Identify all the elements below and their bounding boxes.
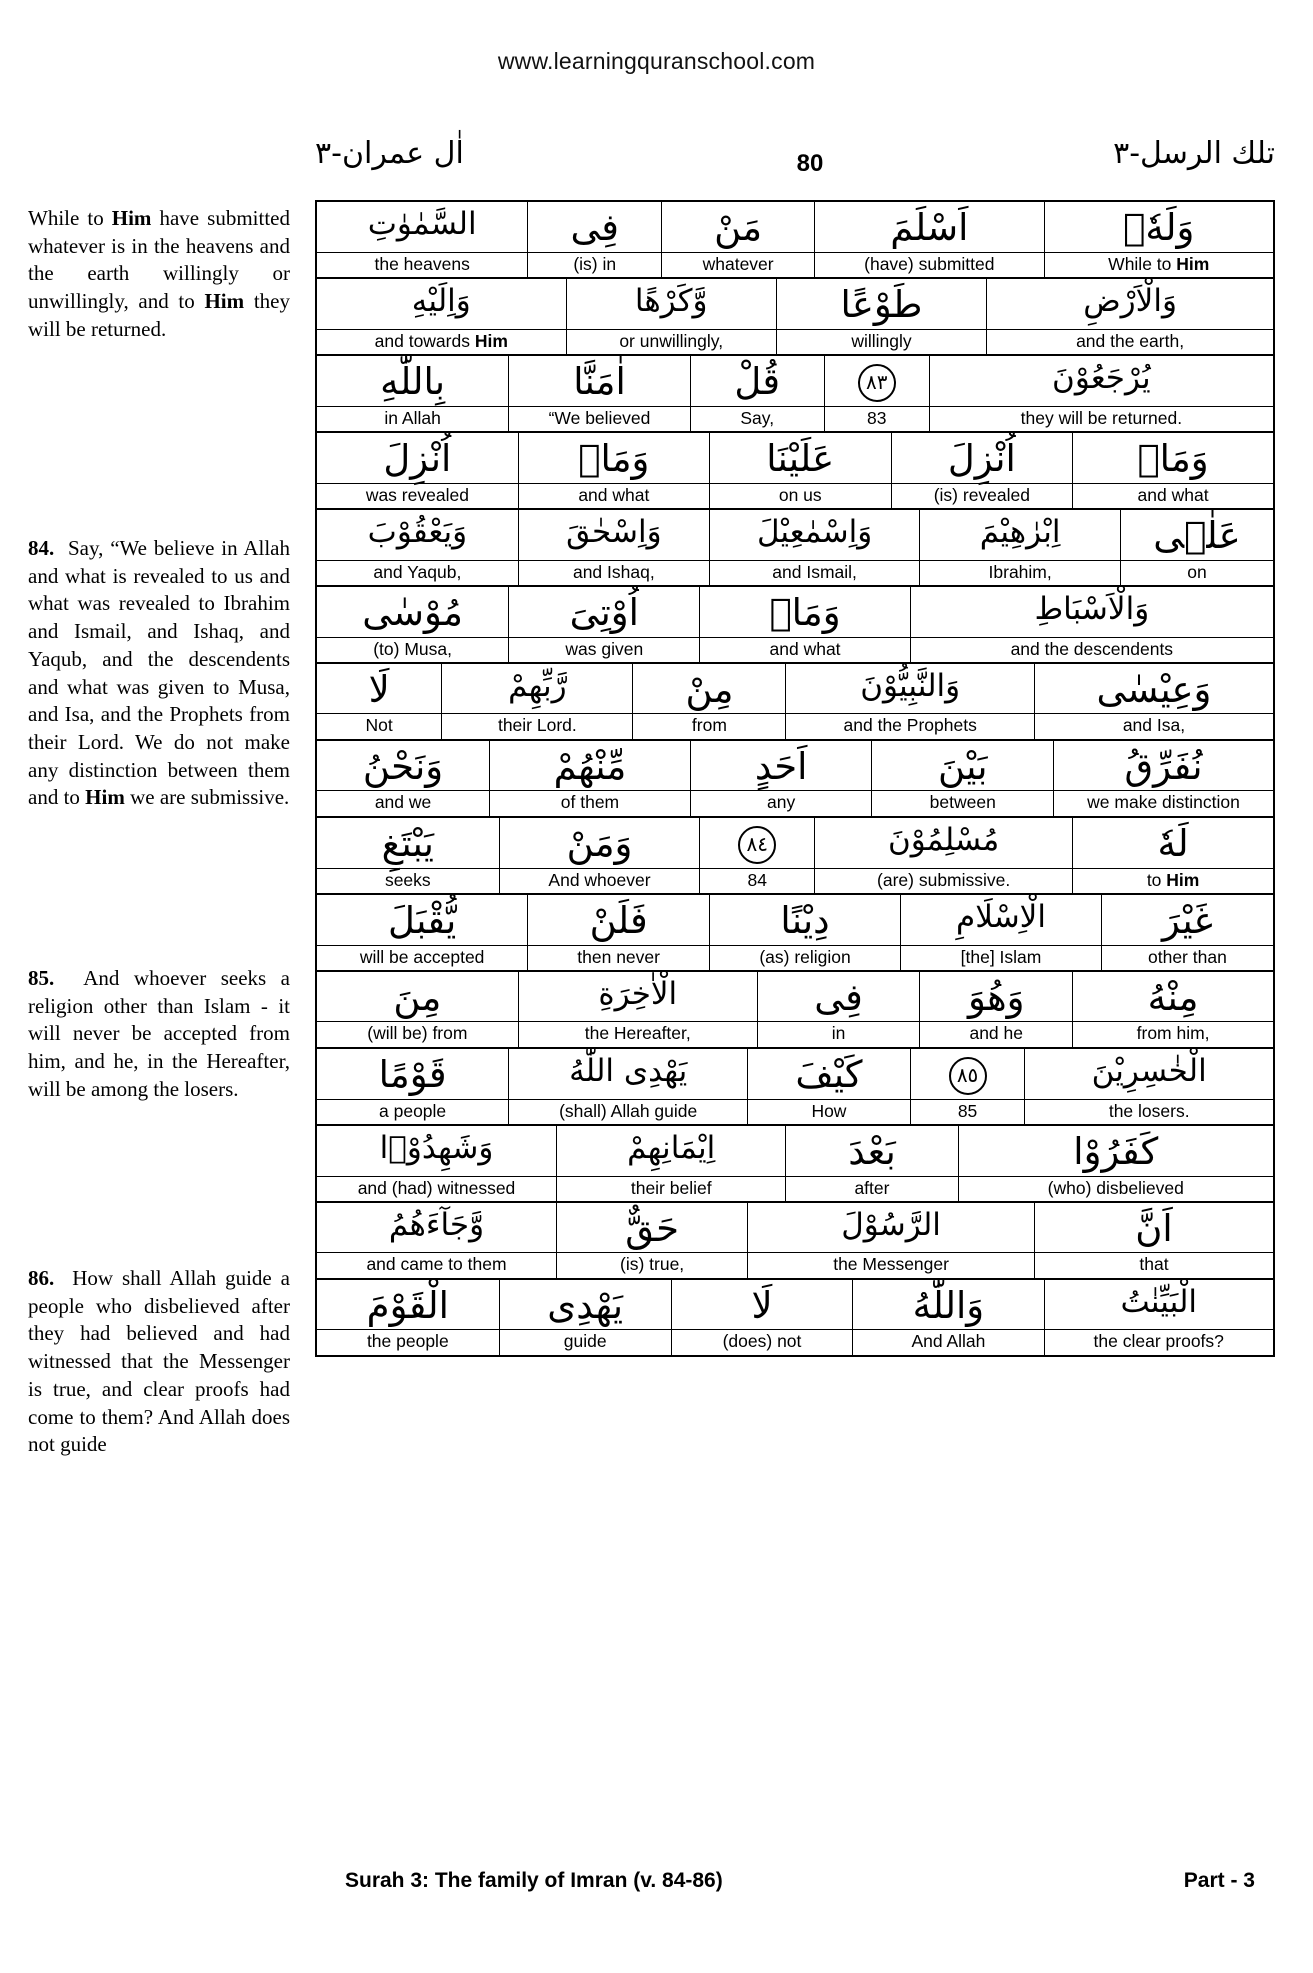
word-translation: from <box>633 713 785 738</box>
word-translation: And Allah <box>853 1329 1043 1354</box>
word-cell <box>661 202 814 277</box>
arabic-word: وَالْاَرْضِ <box>1083 282 1177 319</box>
word-row <box>317 356 1273 433</box>
arabic-word: لَا <box>368 667 390 711</box>
arabic-word: وَّجَآءَهُمُ <box>388 1206 485 1243</box>
word-cell <box>317 972 518 1047</box>
word-translation: to Him <box>1073 868 1273 893</box>
word-translation: and what <box>519 483 709 508</box>
arabic-word: بَعْدَ <box>848 1129 896 1173</box>
word-row <box>317 664 1273 741</box>
arabic-word: اُنْزِلَ <box>383 437 452 481</box>
word-cell <box>1101 895 1273 970</box>
word-cell <box>900 895 1101 970</box>
word-cell <box>518 972 757 1047</box>
word-cell <box>489 741 690 816</box>
part-info: Part - 3 <box>1183 1869 1255 1892</box>
word-cell <box>1044 1280 1273 1355</box>
word-translation: (is) in <box>528 252 661 277</box>
arabic-word: وَاللّٰهُ <box>912 1283 985 1327</box>
arabic-word: لَهٗ <box>1157 821 1189 865</box>
arabic-word: الْاِسْلَامِ <box>956 898 1046 935</box>
word-cell <box>824 356 929 431</box>
word-translation: and Yaqub, <box>317 560 518 585</box>
site-url: www.learningquranschool.com <box>497 48 816 74</box>
arabic-word: قُلْ <box>734 359 781 403</box>
word-cell <box>776 279 986 354</box>
word-row <box>317 433 1273 510</box>
arabic-word: الْاٰخِرَةِ <box>598 975 678 1012</box>
translation-block <box>28 1265 290 1459</box>
word-translation: How <box>748 1099 910 1124</box>
word-cell <box>632 664 785 739</box>
word-cell <box>699 818 814 893</box>
arabic-word: وَالْاَسْبَاطِ <box>1034 590 1150 627</box>
arabic-word: وَهُوَ <box>967 975 1025 1019</box>
word-translation: and the Prophets <box>786 713 1034 738</box>
word-cell <box>317 279 566 354</box>
arabic-word: كَفَرُوْا <box>1073 1129 1159 1173</box>
arabic-word: اٰمَنَّا <box>573 359 626 403</box>
page-number: 80 <box>796 150 824 177</box>
word-cell <box>1072 972 1273 1047</box>
arabic-word: يَهْدِى <box>547 1283 624 1327</box>
word-row <box>317 202 1273 279</box>
word-translation: after <box>786 1176 957 1201</box>
word-row <box>317 1049 1273 1126</box>
word-translation: and (had) witnessed <box>317 1176 556 1201</box>
arabic-word: فَلَنْ <box>589 898 648 942</box>
juz-name-arabic: تلك الرسل-٣ <box>1113 136 1275 171</box>
word-translation: Say, <box>691 406 824 431</box>
word-cell <box>317 741 489 816</box>
word-cell <box>317 895 527 970</box>
word-translation: and Ishaq, <box>519 560 709 585</box>
arabic-word: مِنْهُ <box>1147 975 1199 1019</box>
word-cell <box>317 1203 556 1278</box>
word-cell <box>508 1049 747 1124</box>
word-cell <box>690 741 872 816</box>
word-row <box>317 1203 1273 1280</box>
verse-number: 85. <box>28 966 55 990</box>
arabic-word: فِى <box>814 975 863 1019</box>
arabic-word: يُرْجَعُوْنَ <box>1052 359 1151 396</box>
word-cell <box>317 202 527 277</box>
word-translation: (is) revealed <box>892 483 1073 508</box>
word-cell <box>508 587 699 662</box>
word-cell <box>929 356 1273 431</box>
arabic-word: اِيْمَانِهِمْ <box>627 1129 716 1166</box>
word-translation: between <box>872 790 1053 815</box>
word-cell <box>785 1126 957 1201</box>
word-cell <box>671 1280 853 1355</box>
word-translation: Ibrahim, <box>920 560 1120 585</box>
word-cell <box>317 1049 508 1124</box>
word-translation: and Isa, <box>1035 713 1273 738</box>
word-cell <box>747 1203 1034 1278</box>
translation-block <box>28 205 290 344</box>
ayah-badge: ٨٤ <box>738 826 776 864</box>
word-cell <box>919 972 1072 1047</box>
word-cell <box>556 1126 785 1201</box>
word-row <box>317 1280 1273 1355</box>
word-translation: the Messenger <box>748 1252 1034 1277</box>
word-translation: was given <box>509 637 699 662</box>
word-translation: a people <box>317 1099 508 1124</box>
word-cell <box>499 818 700 893</box>
arabic-word: الرَّسُوْلَ <box>841 1206 941 1243</box>
word-translation: that <box>1035 1252 1273 1277</box>
word-cell <box>556 1203 747 1278</box>
translation-text: Say, “We believe in Allah and what is revealed to us and what was revealed to Ibrahim and Ismail, and Ishaq, and Yaqub, and the descendents and what was given to Musa, and Isa, and the Prophets from their Lord. We do not make any distinction between them and to Him we are submissive. <box>28 536 290 810</box>
word-translation: and the descendents <box>911 637 1273 662</box>
arabic-word: رَّبِّهِمْ <box>508 667 567 704</box>
word-cell <box>518 510 709 585</box>
arabic-word: مُوْسٰى <box>362 590 463 634</box>
word-translation: (shall) Allah guide <box>509 1099 747 1124</box>
word-translation: in Allah <box>317 406 508 431</box>
word-translation: their Lord. <box>442 713 632 738</box>
word-cell <box>317 510 518 585</box>
word-translation: any <box>691 790 872 815</box>
word-cell <box>690 356 824 431</box>
word-cell <box>518 433 709 508</box>
arabic-word: وَعِيْسٰى <box>1096 667 1212 711</box>
word-translation: the clear proofs? <box>1045 1329 1273 1354</box>
arabic-word: وَيَعْقُوْبَ <box>367 513 468 550</box>
arabic-word: الْقَوْمَ <box>366 1283 449 1327</box>
page-header <box>315 136 1275 186</box>
word-cell <box>1072 818 1273 893</box>
arabic-word: عَلَيْنَا <box>766 437 835 481</box>
arabic-word: مِنْ <box>685 667 734 711</box>
arabic-word: دِيْنًا <box>780 898 830 942</box>
word-cell <box>317 356 508 431</box>
arabic-word: غَيْرَ <box>1161 898 1213 942</box>
arabic-word: مُسْلِمُوْنَ <box>888 821 1000 858</box>
word-translation: other than <box>1102 945 1273 970</box>
arabic-word: نُفَرِّقُ <box>1124 744 1203 788</box>
word-cell <box>785 664 1034 739</box>
word-cell <box>508 356 690 431</box>
arabic-word: اُوْتِىَ <box>569 590 639 634</box>
word-cell <box>1120 510 1273 585</box>
surah-info: Surah 3: The family of Imran (v. 84-86) <box>345 1869 723 1892</box>
word-translation: and what <box>1073 483 1273 508</box>
arabic-word: وَاِلَيْهِ <box>411 282 471 319</box>
word-translation: (have) submitted <box>815 252 1043 277</box>
arabic-word: عَلٰۤى <box>1153 513 1241 557</box>
word-cell <box>317 433 518 508</box>
word-translation: or unwillingly, <box>567 329 776 354</box>
word-cell <box>527 895 709 970</box>
arabic-word: طَوْعًا <box>840 282 923 326</box>
word-row <box>317 510 1273 587</box>
arabic-word: اُنْزِلَ <box>947 437 1016 481</box>
word-cell <box>1072 433 1273 508</box>
word-cell <box>317 664 441 739</box>
arabic-word: مِنَ <box>393 975 442 1019</box>
word-translation: the heavens <box>317 252 527 277</box>
word-translation: and we <box>317 790 489 815</box>
word-cell <box>1034 1203 1273 1278</box>
word-translation: And whoever <box>500 868 700 893</box>
word-translation: and towards Him <box>317 329 566 354</box>
word-translation: they will be returned. <box>930 406 1273 431</box>
word-cell <box>891 433 1073 508</box>
ayah-number-arabic <box>911 1049 1025 1099</box>
arabic-word: بَيْنَ <box>937 744 988 788</box>
word-cell <box>910 1049 1025 1124</box>
arabic-word: وَاِسْحٰقَ <box>566 513 662 550</box>
word-cell <box>910 587 1273 662</box>
word-translation: seeks <box>317 868 499 893</box>
word-translation: and what <box>700 637 909 662</box>
arabic-word: فِى <box>570 206 619 249</box>
ayah-badge: ٨٣ <box>858 364 896 402</box>
word-row <box>317 1126 1273 1203</box>
ayah-number-label: 83 <box>825 406 929 431</box>
arabic-word: حَقٌّ <box>625 1206 679 1250</box>
surah-name-arabic: اٰل عمران-٣ <box>315 136 464 171</box>
page-footer <box>315 1869 1275 1893</box>
ayah-number-label: 85 <box>911 1099 1025 1124</box>
word-row <box>317 741 1273 818</box>
word-translation: the people <box>317 1329 499 1354</box>
word-translation: and he <box>920 1021 1072 1046</box>
word-translation: (as) religion <box>710 945 900 970</box>
word-translation: (to) Musa, <box>317 637 508 662</box>
arabic-word: يَبْتَغِ <box>381 821 434 865</box>
word-translation: in <box>758 1021 920 1046</box>
word-translation: (does) not <box>672 1329 853 1354</box>
word-translation: the losers. <box>1025 1099 1273 1124</box>
arabic-word: كَيْفَ <box>795 1052 863 1096</box>
translation-block <box>28 535 290 812</box>
word-translation: and Ismail, <box>710 560 919 585</box>
arabic-word: السَّمٰوٰتِ <box>367 206 477 242</box>
word-cell <box>986 279 1273 354</box>
arabic-word: وَمَاۤ <box>578 437 650 481</box>
word-cell <box>317 818 499 893</box>
word-translation: we make distinction <box>1054 790 1273 815</box>
word-translation: will be accepted <box>317 945 527 970</box>
word-translation: on <box>1121 560 1273 585</box>
arabic-word: الْخٰسِرِيْنَ <box>1091 1052 1207 1089</box>
word-cell <box>441 664 632 739</box>
word-translation: then never <box>528 945 709 970</box>
word-row <box>317 279 1273 356</box>
word-row <box>317 818 1273 895</box>
word-cell <box>566 279 776 354</box>
word-cell <box>871 741 1053 816</box>
arabic-word: اِبْرٰهِيْمَ <box>979 513 1061 550</box>
arabic-word: بِاللّٰهِ <box>380 359 446 403</box>
word-translation: (are) submissive. <box>815 868 1072 893</box>
word-translation: While to Him <box>1045 252 1273 277</box>
word-cell <box>499 1280 671 1355</box>
word-translation: “We believed <box>509 406 690 431</box>
arabic-word: اَحَدٍ <box>754 744 808 788</box>
word-row <box>317 587 1273 664</box>
arabic-word: وَمَاۤ <box>769 590 841 634</box>
word-cell <box>709 895 900 970</box>
arabic-word: وَلَهٗۤ <box>1123 206 1195 249</box>
word-translation: (who) disbelieved <box>959 1176 1273 1201</box>
arabic-word: مِّنْهُمْ <box>553 744 627 788</box>
arabic-word: يُّقْبَلَ <box>388 898 457 942</box>
arabic-word: وَالنَّبِيُّوْنَ <box>860 667 961 704</box>
word-cell <box>1024 1049 1273 1124</box>
word-cell <box>527 202 661 277</box>
word-cell <box>958 1126 1273 1201</box>
word-translation: was revealed <box>317 483 518 508</box>
arabic-word: وَاِسْمٰعِيْلَ <box>756 513 873 550</box>
word-translation: the Hereafter, <box>519 1021 757 1046</box>
arabic-word: وَشَهِدُوْۤا <box>379 1129 494 1166</box>
word-translation: their belief <box>557 1176 785 1201</box>
word-cell <box>919 510 1120 585</box>
word-by-word-grid <box>315 200 1275 1357</box>
word-cell <box>317 1126 556 1201</box>
arabic-word: اَسْلَمَ <box>890 206 969 249</box>
verse-number: 84. <box>28 536 55 560</box>
word-cell <box>1044 202 1273 277</box>
word-cell <box>1034 664 1273 739</box>
arabic-word: لَا <box>751 1283 773 1327</box>
translation-text: How shall Allah guide a people who disbelieved after they had believed and had witnessed that the Messenger is true, and clear proofs had come to them? And Allah does not guide <box>28 1266 291 1457</box>
arabic-word: الْبَيِّنٰتُ <box>1120 1283 1198 1320</box>
word-cell <box>814 818 1072 893</box>
word-cell <box>709 510 919 585</box>
arabic-word: اَنَّ <box>1135 1206 1173 1250</box>
word-cell <box>317 1280 499 1355</box>
word-translation: guide <box>500 1329 671 1354</box>
ayah-number-arabic <box>700 818 814 868</box>
word-cell <box>852 1280 1043 1355</box>
word-translation: (is) true, <box>557 1252 747 1277</box>
word-cell <box>699 587 909 662</box>
word-cell <box>1053 741 1273 816</box>
word-row <box>317 972 1273 1049</box>
word-cell <box>317 587 508 662</box>
word-translation: whatever <box>662 252 814 277</box>
word-translation: willingly <box>777 329 986 354</box>
word-translation: (will be) from <box>317 1021 518 1046</box>
word-cell <box>757 972 920 1047</box>
ayah-number-arabic <box>825 356 929 406</box>
word-translation: on us <box>710 483 891 508</box>
word-translation: [the] Islam <box>901 945 1101 970</box>
translation-block <box>28 965 290 1104</box>
word-cell <box>814 202 1043 277</box>
arabic-word: وَمَنْ <box>566 821 633 865</box>
word-cell <box>709 433 891 508</box>
arabic-word: وَمَاۤ <box>1137 437 1209 481</box>
arabic-word: وَّكَرْهًا <box>634 282 708 319</box>
translation-text: While to Him have submitted whatever is in the heavens and the earth willingly or unwillingly, and to Him they will be returned. <box>28 206 290 341</box>
word-translation: of them <box>490 790 690 815</box>
ayah-number-label: 84 <box>700 868 814 893</box>
word-translation: and the earth, <box>987 329 1273 354</box>
word-translation: from him, <box>1073 1021 1273 1046</box>
word-cell <box>747 1049 910 1124</box>
arabic-word: قَوْمًا <box>378 1052 447 1096</box>
word-row <box>317 895 1273 972</box>
arabic-word: مَنْ <box>714 206 763 249</box>
arabic-word: وَنَحْنُ <box>362 744 444 788</box>
ayah-badge: ٨٥ <box>949 1057 987 1095</box>
word-translation: and came to them <box>317 1252 556 1277</box>
arabic-word: يَهْدِى اللّٰهُ <box>569 1052 688 1089</box>
word-translation: Not <box>317 713 441 738</box>
verse-number: 86. <box>28 1266 55 1290</box>
translation-text: And whoever seeks a religion other than Islam - it will never be accepted from him, and he, in the Hereafter, will be among the losers. <box>28 966 291 1101</box>
